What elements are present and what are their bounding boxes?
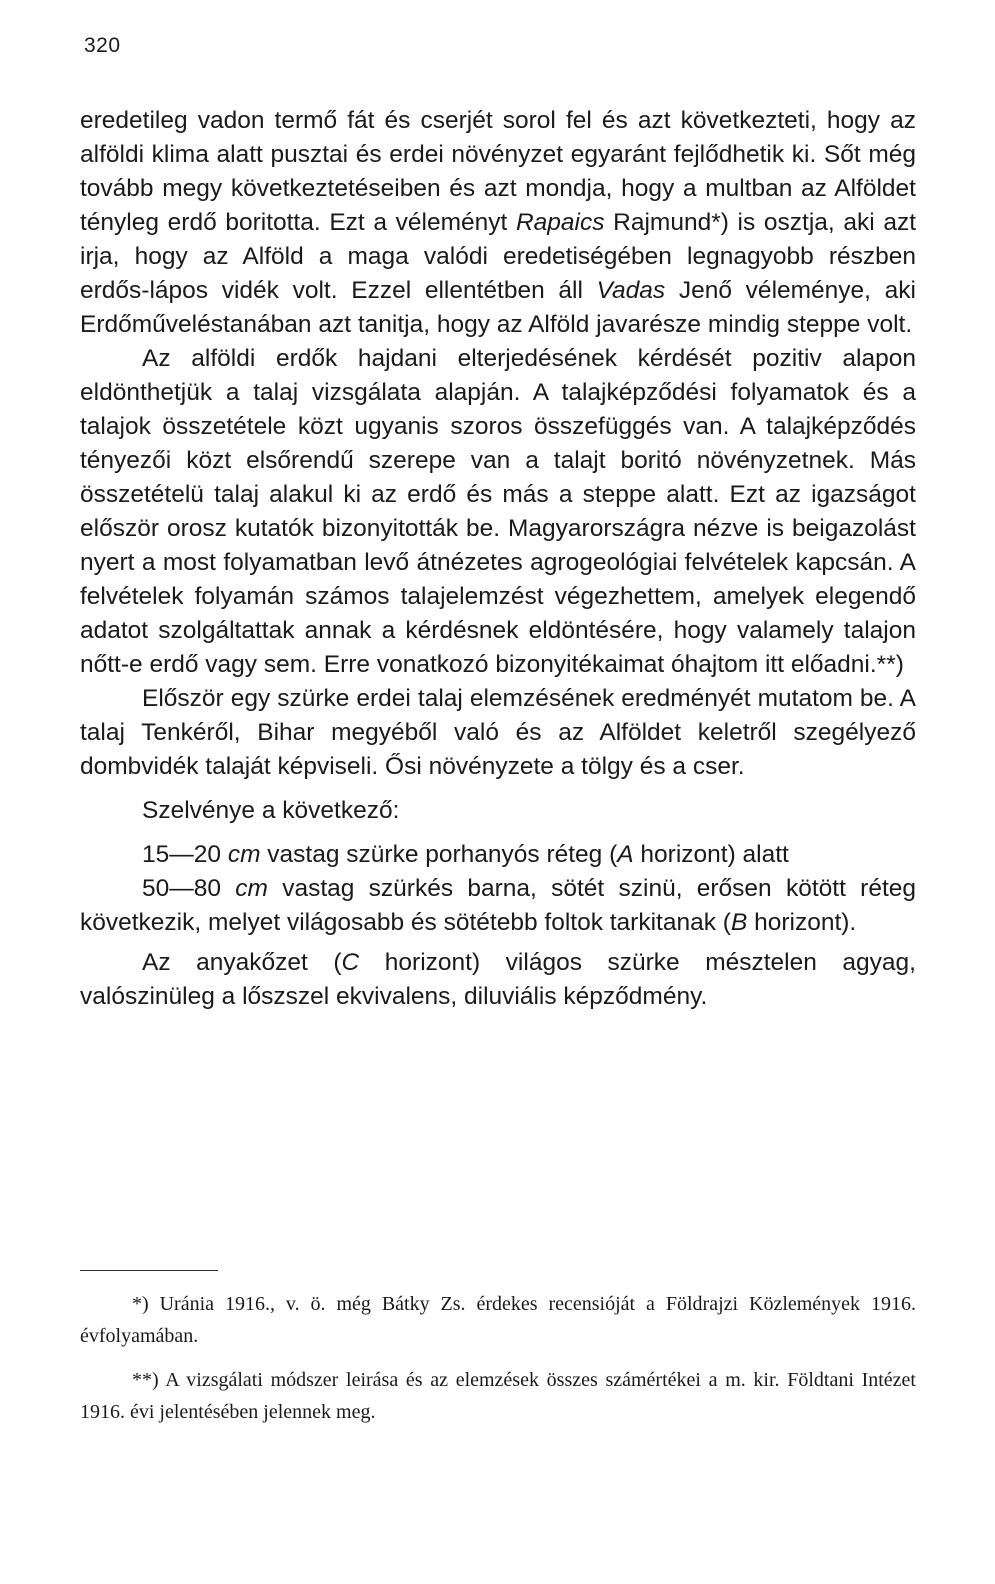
text-segment: horizont) világos szürke mésztelen agyag, valószinüleg a lőszszel ekvivalens, diluviális képződmény.	[80, 949, 916, 1010]
text-segment: horizont) alatt	[633, 841, 789, 868]
text-segment: Szelvénye a következő:	[142, 797, 400, 824]
italic-text: A	[617, 841, 634, 868]
footnote-divider	[80, 1270, 218, 1271]
paragraph	[80, 794, 916, 828]
italic-text: cm	[227, 841, 261, 868]
footnote: *) Uránia 1916., v. ö. még Bátky Zs. érdekes recensióját a Földrajzi Közlemények 1916. évfolyamában.	[80, 1293, 916, 1347]
text-segment: vastag szürke porhanyós réteg (	[260, 841, 618, 868]
italic-text: Rapaics	[515, 209, 605, 236]
paragraph	[80, 946, 916, 1014]
text-segment: vastag szürkés barna, sötét szinü, erősen kötött réteg következik, melyet világosabb és sötétebb foltok tarkitanak (	[80, 875, 917, 936]
paragraph	[80, 682, 916, 784]
text-segment: Az anyakőzet (	[142, 949, 342, 976]
paragraph	[80, 872, 916, 940]
footnote: **) A vizsgálati módszer leirása és az elemzések összes számértékei a m. kir. Földtani Intézet 1916. évi jelentésében jelennek meg.	[80, 1369, 916, 1423]
paragraph	[80, 342, 916, 682]
text-segment: 15—20	[142, 841, 228, 868]
paragraph	[80, 838, 916, 872]
body-text	[80, 104, 916, 1014]
text-segment: Rajmund*) is osztja, aki azt irja, hogy az Alföld a maga valódi eredetiségében legnagyobb részben erdős-lápos vidék volt. Ezzel ellentétben áll	[80, 209, 917, 304]
page-number: 320	[84, 34, 121, 57]
text-segment: 50—80	[142, 875, 236, 902]
italic-text: C	[341, 949, 360, 976]
footnotes	[80, 1288, 916, 1428]
text-segment: eredetileg vadon termő fát és cserjét sorol fel és azt következteti, hogy az alföldi klima alatt pusztai és erdei növényzet egyaránt fejlődhetik ki. Sőt még tovább megy következtetéseiben és azt mondja, hogy a multban az Alföldet tényleg erdő boritotta. Ezt a véleményt	[80, 107, 916, 236]
paragraph	[80, 104, 916, 342]
text-segment: horizont).	[747, 909, 857, 936]
italic-text: B	[730, 909, 748, 936]
italic-text: cm	[235, 875, 268, 902]
text-segment: Először egy szürke erdei talaj elemzésének eredményét mutatom be. A talaj Tenkéről, Bihar megyéből való és az Alföldet keletről szegélyező dombvidék talaját képviseli. Ősi növényzete a tölgy és a cser.	[80, 685, 916, 780]
text-segment: Jenő véleménye, aki Erdőműveléstanában azt tanitja, hogy az Alföld javarésze mindig steppe volt.	[80, 277, 916, 338]
text-segment: Az alföldi erdők hajdani elterjedésének kérdését pozitiv alapon eldönthetjük a talaj vizsgálata alapján. A talajképződési folyamatok és a talajok összetétele közt ugyanis szoros összefüggés van. A talajképződés tényezői közt elsőrendű szerepe van a talajt boritó növényzetnek. Más összetételü talaj alakul ki az erdő és más a steppe alatt. Ezt az igazságot először orosz kutatók bizonyitották be. Magyarországra nézve is beigazolást nyert a most folyamatban levő átnézetes agrogeológiai felvételek kapcsán. A felvételek folyamán számos talajelemzést végezhettem, amelyek elegendő adatot szolgáltattak annak a kérdésnek eldöntésére, hogy valamely talajon nőtt-e erdő vagy sem. Erre vonatkozó bizonyitékaimat óhajtom itt előadni.**)	[80, 345, 916, 678]
italic-text: Vadas	[596, 277, 666, 304]
